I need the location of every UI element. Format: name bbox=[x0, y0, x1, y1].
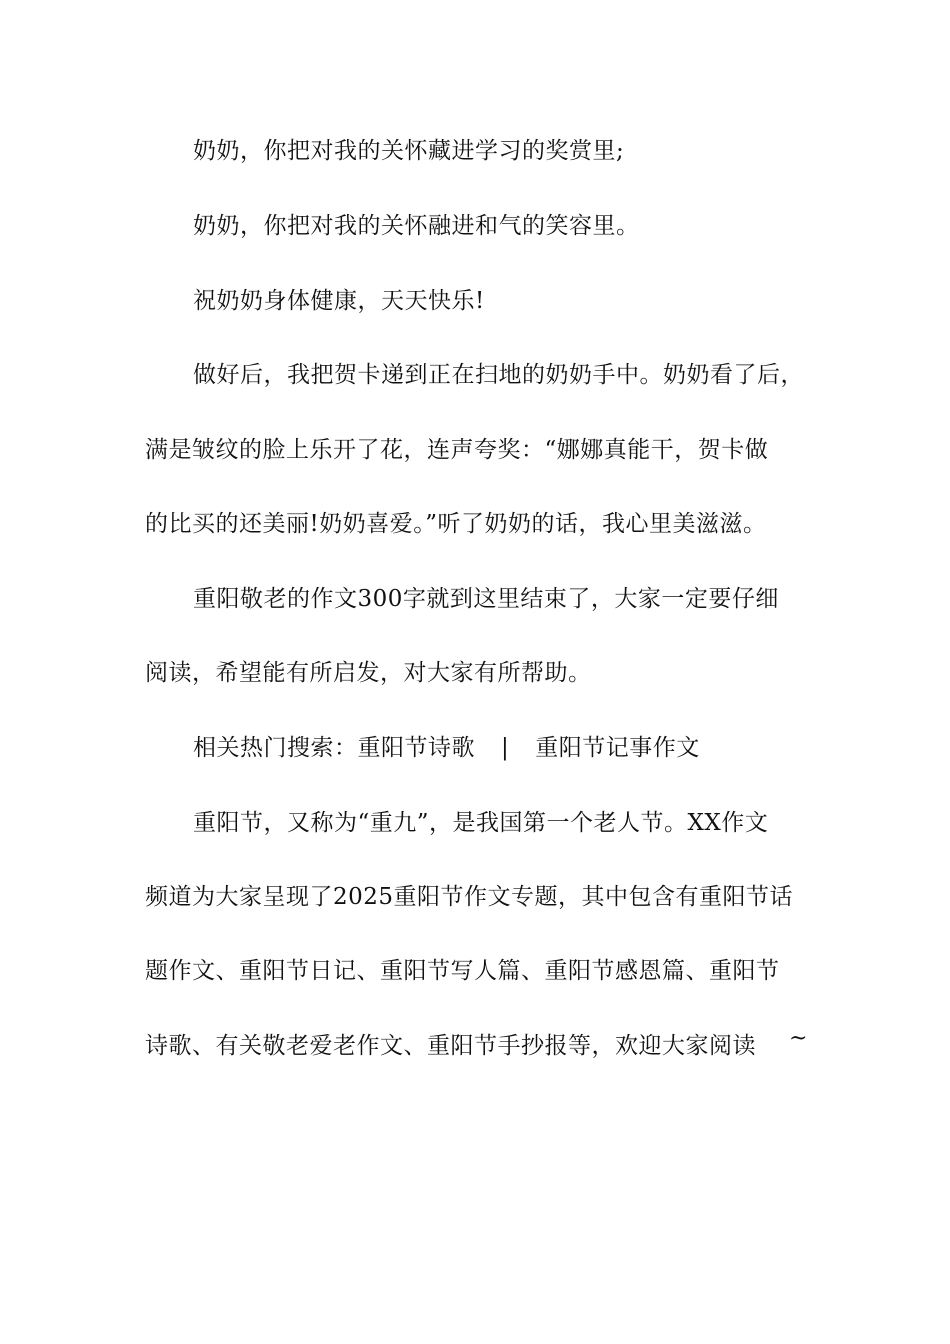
paragraph-line: 满是皱纹的脸上乐开了花，连声夸奖：“娜娜真能干，贺卡做 bbox=[145, 437, 769, 463]
related-link-poems[interactable]: 重阳节诗歌 bbox=[357, 735, 475, 761]
paragraph-line: 奶奶，你把对我的关怀藏进学习的奖赏里; bbox=[193, 138, 625, 164]
related-search-label: 相关热门搜索： bbox=[193, 735, 358, 761]
paragraph-line: 题作文、重阳节日记、重阳节写人篇、重阳节感恩篇、重阳节 bbox=[145, 958, 780, 984]
related-search bbox=[193, 733, 815, 763]
paragraph-line: 阅读，希望能有所启发，对大家有所帮助。 bbox=[145, 660, 592, 686]
paragraph-line: 的比买的还美丽!奶奶喜爱。”听了奶奶的话，我心里美滋滋。 bbox=[145, 511, 767, 537]
related-link-narrative[interactable]: 重阳节记事作文 bbox=[535, 735, 700, 761]
paragraph-line: 祝奶奶身体健康，天天快乐! bbox=[193, 288, 485, 314]
paragraph-line: 频道为大家呈现了2025重阳节作文专题，其中包含有重阳节话 bbox=[145, 884, 794, 910]
paragraph-line: 重阳敬老的作文300字就到这里结束了，大家一定要仔细 bbox=[193, 586, 779, 612]
tail-mark: ~ bbox=[789, 1026, 808, 1051]
paragraph-line: 奶奶，你把对我的关怀融进和气的笑容里。 bbox=[193, 213, 640, 239]
paragraph-line: 做好后，我把贺卡递到正在扫地的奶奶手中。奶奶看了后， bbox=[193, 362, 804, 388]
paragraph-line: 诗歌、有关敬老爱老作文、重阳节手抄报等，欢迎大家阅读 bbox=[145, 1033, 756, 1059]
paragraph-line: 重阳节，又称为“重九”，是我国第一个老人节。XX作文 bbox=[193, 810, 769, 836]
related-separator: | bbox=[501, 735, 510, 761]
